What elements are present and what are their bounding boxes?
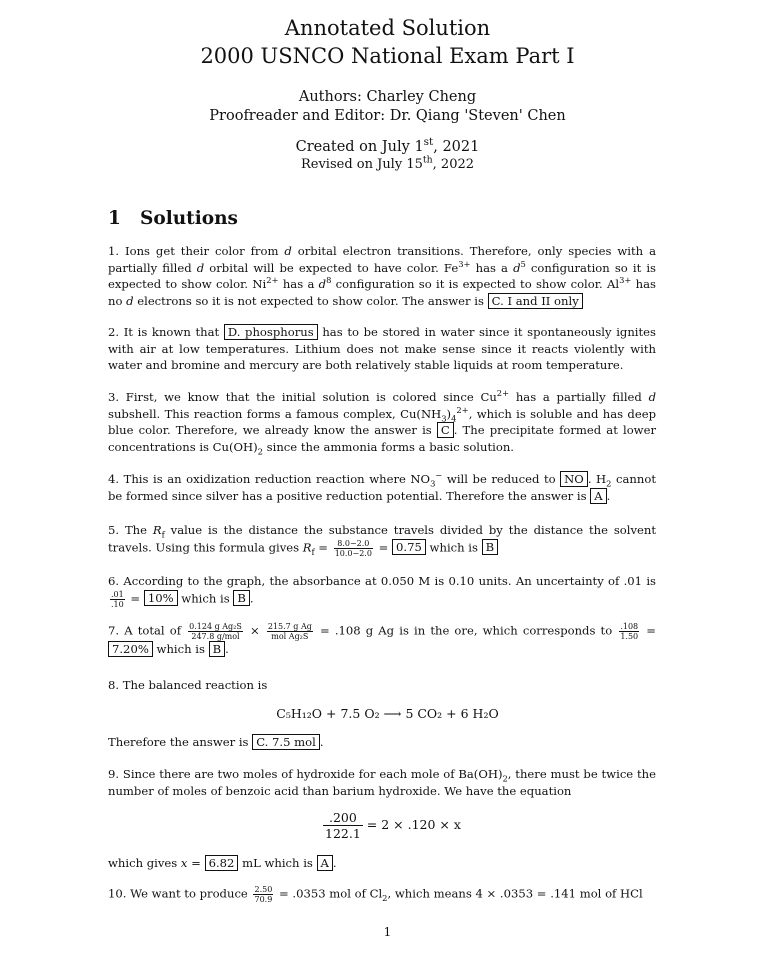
revised-prefix: Revised on July 15 [300, 157, 423, 172]
solution-9-answer: which gives x = 6.82 mL which is A . [108, 856, 337, 870]
answer-box-1: C. I and II only [488, 293, 583, 309]
answer-box-9: A [317, 855, 333, 871]
chlorine-fraction: $\frac{2.50}{70.9}$ [254, 885, 273, 904]
section-heading [108, 208, 238, 229]
editor-line: Proofreader and Editor: Dr. Qiang 'Steven' Chen [209, 108, 566, 124]
document-title: Annotated Solution [284, 16, 491, 40]
revised-suffix: , 2022 [432, 157, 475, 172]
page-number: 1 [383, 925, 392, 939]
answer-box-4b: A [590, 488, 606, 504]
mass-fraction: 0.124 g Ag₂S 247.8 g/mol [189, 622, 242, 641]
result-box-7: 7.20% [108, 641, 153, 657]
section-title: Solutions [140, 208, 238, 229]
solution-4: 4. This is an oxidization reduction reaction where $NO_3^-$ will be reduced to NO . $H_2$ cannot be formed since silver has a positive reduction potential. Therefore the answer is A . [108, 470, 656, 503]
answer-box-4a: NO [560, 471, 588, 487]
revised-ordinal: th [422, 154, 433, 166]
moles-fraction: $\frac{.200}{122.1}$ [325, 810, 361, 841]
answer-box-5: B [482, 539, 499, 555]
answer-box-7: B [209, 641, 226, 657]
solution-2: 2. It is known that D. phosphorus has to be stored in water since it spontaneously ignites with air at low temperatures. Lithium does not make sense since it reacts violently with water and bromine and mercury are both relatively stable liquids at room temperature. [108, 325, 656, 372]
section-number: 1 [108, 208, 121, 229]
solution-9: 9. Since there are two moles of hydroxide for each mole of $Ba(OH)_2$, there must be twice the number of moles of benzoic acid than barium hydroxide. We have the equation [108, 767, 656, 798]
result-box-6: 10% [144, 590, 178, 606]
solution-6: 6. According to the graph, the absorbance at 0.050 M is 0.10 units. An uncertainty of .01 is $\frac{.01}{.10}$ = 10% which is B . [108, 574, 656, 609]
result-box-9: 6.82 [205, 855, 239, 871]
solution-3: 3. First, we know that the initial solution is colored since $Cu^{2+}$ has a partially filled d subshell. This reaction forms a famous complex, $Cu(NH_3)_4^{2+}$, which is soluble and has deep blue color. Therefore, we already know the answer is C . The precipitate formed at lower concentrations is $Cu(OH)_2$ since the ammonia forms a basic solution. [108, 388, 656, 456]
revised-date [0, 154, 775, 172]
answer-box-3: C [437, 422, 454, 438]
answer-box-8: C. 7.5 mol [252, 734, 320, 750]
equation-rhs: = 2 × .120 × x [366, 817, 461, 832]
answer-box-6: B [233, 590, 250, 606]
result-box-5: 0.75 [392, 539, 426, 555]
rf-fraction: $\frac{8.0-2.0}{10.0-2.0}$ [334, 538, 372, 558]
stoichiometry-equation [323, 810, 461, 841]
solution-1: 1. Ions get their color from d orbital electron transitions. Therefore, only species with a partially filled d orbital will be expected to have color. $Fe^{3+}$ has a $d^5$ configuration so it is expected to show color. $Ni^{2+}$ has a $d^8$ configuration so it is expected to show color. $Al^{3+}$ has no d electrons so it is not expected to show color. The answer is C. I and II only [108, 244, 657, 308]
balanced-equation: C₅H₁₂O + 7.5 O₂ ⟶ 5 CO₂ + 6 H₂O [276, 706, 499, 721]
solution-8-intro: 8. The balanced reaction is [108, 678, 268, 692]
ratio-fraction: 215.7 g Ag mol Ag₂S [267, 622, 312, 641]
answer-box-2: D. phosphorus [224, 324, 318, 340]
authors-line: Authors: Charley Cheng [298, 89, 477, 105]
created-prefix: Created on July 1 [295, 139, 424, 155]
created-suffix: , 2021 [433, 139, 480, 155]
document-subtitle: 2000 USNCO National Exam Part I [200, 44, 575, 68]
solution-5: 5. The $R_f$ value is the distance the substance travels divided by the distance the solvent travels. Using this formula gives $R_f$ = $\frac{8.0-2.0}{10.0-2.0}$ = 0.75 which is B [108, 523, 657, 558]
uncertainty-fraction: $\frac{.01}{.10}$ [111, 589, 124, 609]
solution-8-answer: Therefore the answer is C. 7.5 mol . [108, 735, 324, 749]
created-ordinal: st [423, 136, 434, 149]
created-date [0, 136, 775, 155]
solution-10: 10. We want to produce $\frac{2.50}{70.9}$ = .0353 mol of $Cl_2$, which means 4 × .0353 = .141 mol of HCl [108, 885, 643, 904]
solution-7: 7. A total of 0.124 g Ag₂S 247.8 g/mol × 215.7 g Ag mol Ag₂S = .108 g Ag is in the ore, which corresponds to $\frac{.108}{1.50}$ = 7.20% which is B . [108, 622, 656, 656]
percent-fraction: $\frac{.108}{1.50}$ [620, 622, 639, 641]
